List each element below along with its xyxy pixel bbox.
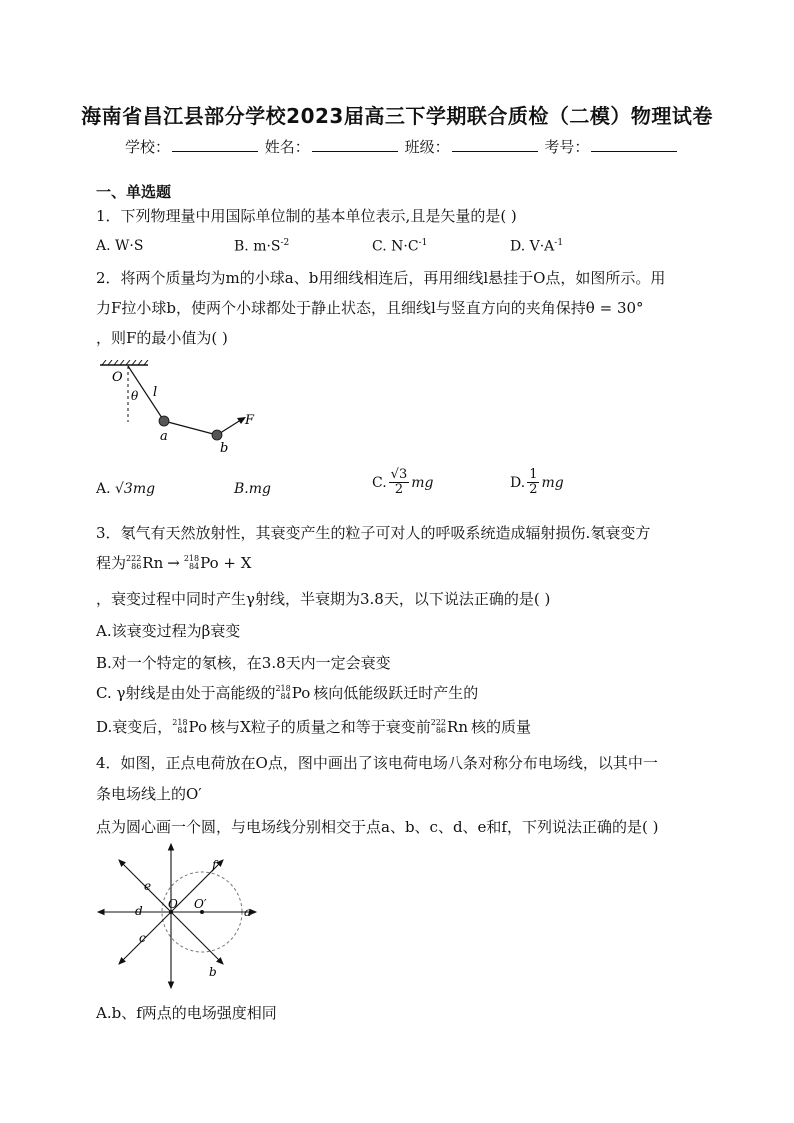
q2-d-prefix: D. <box>510 474 526 491</box>
q2-line1: 2．将两个质量均为m的小球a、b用细线相连后，再用细线l悬挂于O点，如图所示。用 <box>96 269 666 287</box>
ball-a <box>159 416 169 426</box>
q2-line2: 力F拉小球b，使两个小球都处于静止状态，且细线l与竖直方向的夹角保持θ = 30° <box>96 299 644 317</box>
q3-c-nuclide <box>275 684 310 702</box>
q3-option-d[interactable] <box>96 716 531 737</box>
name-label: 姓名： <box>264 138 310 156</box>
q3-eq-prefix: 程为 <box>96 554 127 572</box>
q3-c-suffix: 核向低能级跃迁时产生的 <box>313 684 479 702</box>
nuclide-po <box>184 554 252 572</box>
name-blank[interactable] <box>312 137 398 152</box>
q3-d-middle: 核与X粒子的质量之和等于衰变前 <box>210 718 431 736</box>
q3-option-a[interactable]: A.该衰变过程为β衰变 <box>96 622 241 640</box>
label-a: a <box>160 429 168 444</box>
q3-d-nuclide-po <box>172 718 207 736</box>
q4-field-line-figure <box>96 842 264 992</box>
label-o: O <box>168 897 178 911</box>
q3-d-po-mass: 218 <box>172 717 188 727</box>
q2-pendulum-figure <box>96 360 266 460</box>
q2-c-numerator: √3 <box>390 467 408 482</box>
q3-d-po-atomic: 84 <box>177 725 188 735</box>
q1-option-c[interactable] <box>372 238 427 255</box>
q2-line3: ，则F的最小值为( ) <box>96 329 228 347</box>
label-b: b <box>209 965 217 979</box>
school-label: 学校： <box>125 138 171 156</box>
q2-a-prefix: A. <box>96 481 111 497</box>
q3-c-mass: 218 <box>275 683 291 693</box>
q1-d-sup: -1 <box>554 238 564 248</box>
q3-d-rn-symbol: Rn <box>447 717 468 736</box>
q3-c-atomic: 84 <box>280 691 291 701</box>
label-c: c <box>139 931 146 945</box>
class-blank[interactable] <box>452 137 538 152</box>
label-b: b <box>220 441 229 456</box>
rn-atomic-number: 86 <box>131 561 142 571</box>
po-mass-number: 218 <box>183 553 200 563</box>
q2-option-a[interactable] <box>96 481 155 497</box>
q2-d-tail: mg <box>541 474 564 491</box>
label-e: e <box>144 879 152 893</box>
q3-line1: 3．氡气有天然放射性，其衰变产生的粒子可对人的呼吸系统造成辐射损伤.氡衰变方 <box>96 524 651 542</box>
q1-stem: 1．下列物理量中用国际单位制的基本单位表示,且是矢量的是( ) <box>96 207 517 225</box>
q2-d-numerator: 1 <box>529 467 538 482</box>
nuclide-rn <box>126 554 163 572</box>
q3-d-nuclide-rn <box>431 718 468 736</box>
q3-d-rn-mass: 222 <box>430 717 447 727</box>
q4-line3: 点为圆心画一个圆，与电场线分别相交于点a、b、c、d、e和f，下列说法正确的是( ) <box>96 818 659 836</box>
q3-d-rn-atomic: 86 <box>435 725 447 735</box>
po-atomic-number: 84 <box>188 561 200 571</box>
student-info-fields <box>125 136 679 157</box>
q2-d-denominator: 2 <box>529 482 538 497</box>
q1-c-sup: -1 <box>418 238 428 248</box>
q3-d-prefix: D.衰变后， <box>96 718 173 736</box>
school-blank[interactable] <box>172 137 258 152</box>
q1-option-a[interactable]: A. W·S <box>96 238 144 254</box>
q1-option-d[interactable] <box>510 238 563 255</box>
q3-option-c[interactable] <box>96 682 478 703</box>
label-f: f <box>212 858 217 872</box>
rn-mass-number: 222 <box>126 553 142 563</box>
number-blank[interactable] <box>591 137 677 152</box>
class-label: 班级： <box>404 138 450 156</box>
page-title: 海南省昌江县部分学校2023届高三下学期联合质检（二模）物理试卷 <box>81 104 713 128</box>
q2-option-d[interactable] <box>510 468 564 497</box>
q3-equation-line <box>96 552 251 573</box>
q1-option-b[interactable] <box>234 238 289 255</box>
label-f: F <box>245 413 255 428</box>
q2-d-fraction <box>527 468 539 497</box>
number-label: 考号： <box>544 138 590 156</box>
label-a: a <box>244 905 252 919</box>
reaction-arrow: → <box>167 553 180 572</box>
q2-c-fraction <box>389 468 410 497</box>
q1-b-text: B. m·S <box>234 238 281 255</box>
q3-line3: ，衰变过程中同时产生γ射线，半衰期为3.8天，以下说法正确的是( ) <box>96 590 551 608</box>
q1-b-sup: -2 <box>280 238 290 248</box>
po-symbol: Po + X <box>200 553 252 572</box>
q4-line2: 条电场线上的O′ <box>96 785 202 803</box>
label-l: l <box>153 385 158 400</box>
q2-option-b[interactable] <box>234 481 271 497</box>
label-d: d <box>135 904 143 918</box>
q3-c-prefix: C. γ射线是由处于高能级的 <box>96 684 276 702</box>
field-line-lower-right <box>171 912 223 964</box>
q2-c-denominator: 2 <box>394 482 404 497</box>
q2-c-prefix: C. <box>372 474 387 491</box>
q3-c-element: Po <box>291 683 311 702</box>
label-o-prime: O′ <box>194 897 207 911</box>
rn-symbol: Rn <box>142 553 164 572</box>
q4-line1: 4．如图，正点电荷放在O点，图中画出了该电荷电场八条对称分布电场线，以其中一 <box>96 754 658 772</box>
q2-b-value: B.mg <box>234 481 271 497</box>
q2-c-tail: mg <box>411 474 434 491</box>
label-theta: θ <box>131 389 139 403</box>
q2-option-c[interactable] <box>372 468 433 497</box>
section-heading: 一、单选题 <box>96 183 172 201</box>
q1-c-text: C. N·C <box>372 238 419 255</box>
string-ab <box>164 421 217 435</box>
q4-option-a[interactable]: A.b、f两点的电场强度相同 <box>96 1004 277 1022</box>
q1-d-text: D. V·A <box>510 238 555 255</box>
q3-d-po-symbol: Po <box>188 717 208 736</box>
q3-option-b[interactable]: B.对一个特定的氡核，在3.8天内一定会衰变 <box>96 654 391 672</box>
q2-a-value: √3mg <box>115 481 156 497</box>
ball-b <box>212 430 222 440</box>
label-o: O <box>112 370 123 385</box>
q3-d-suffix: 核的质量 <box>471 718 532 736</box>
